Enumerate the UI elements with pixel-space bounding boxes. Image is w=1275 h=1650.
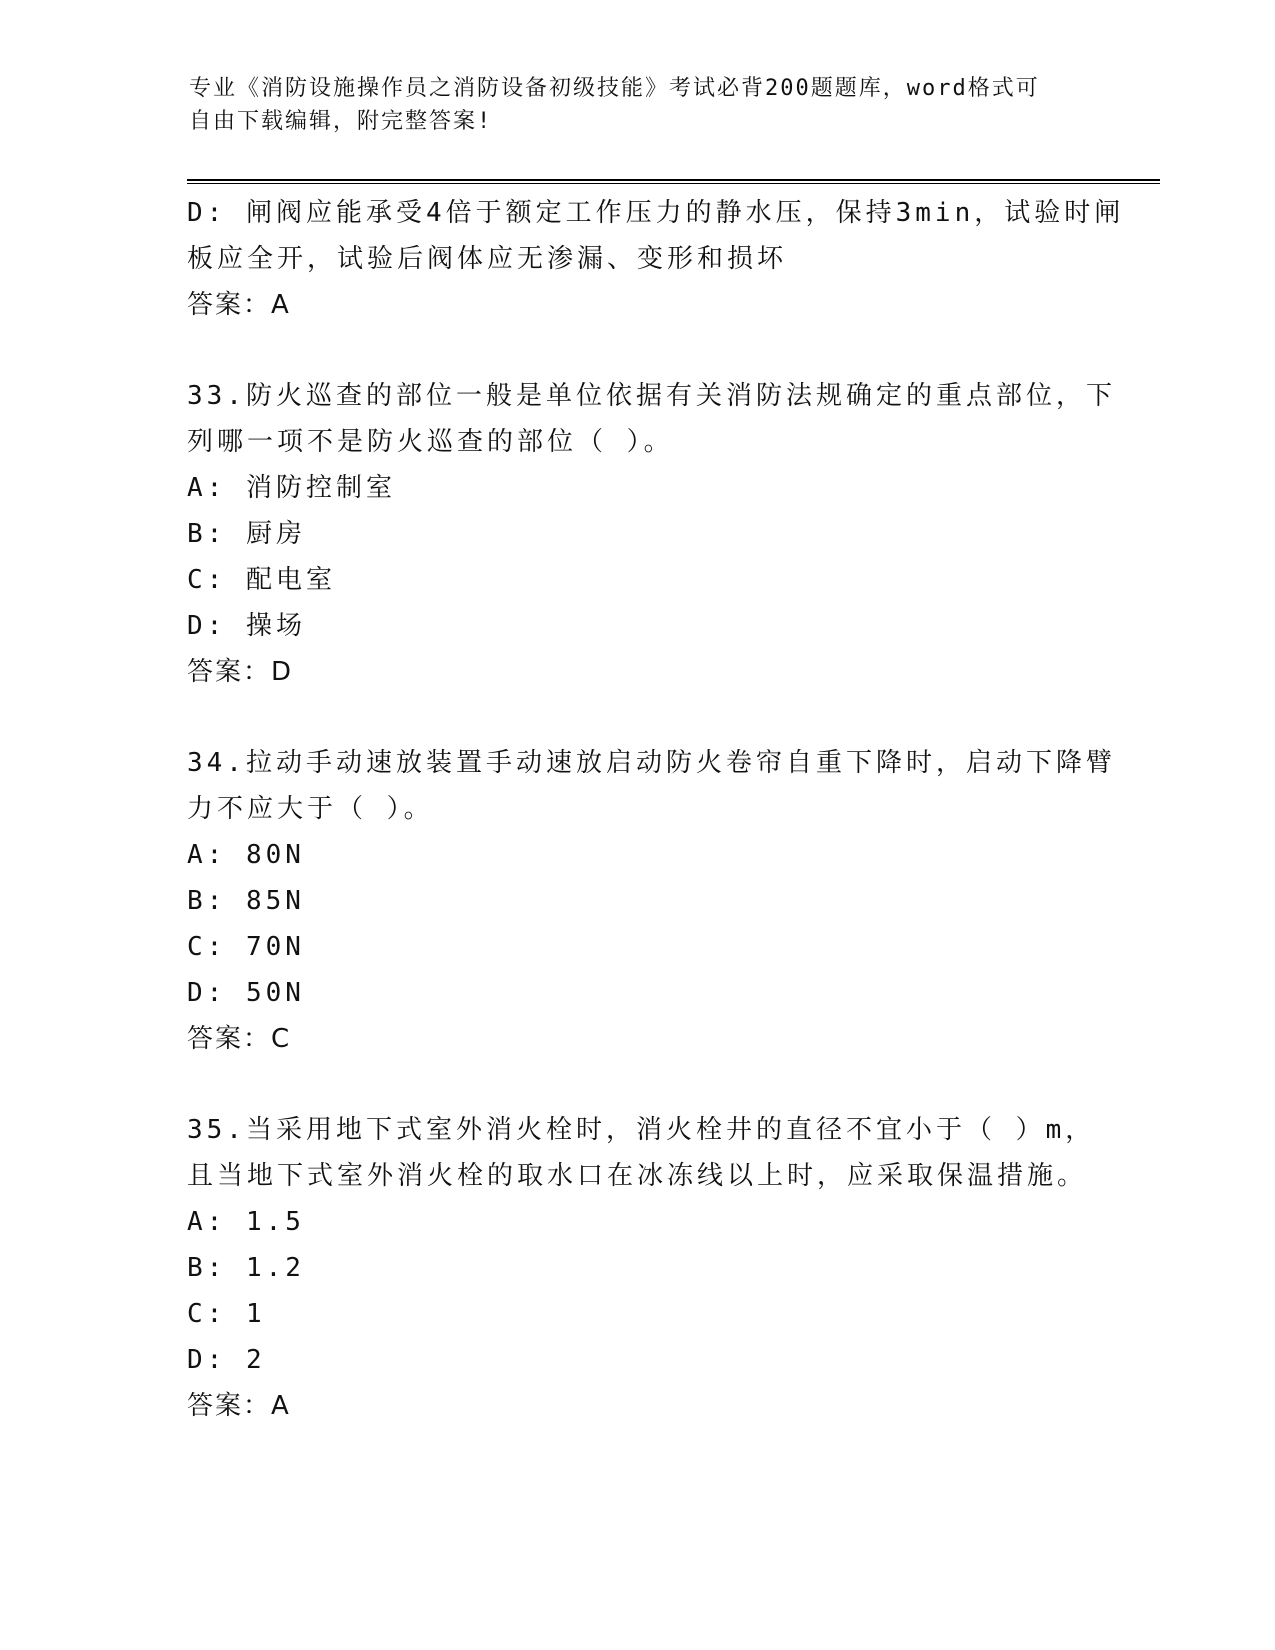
spacer (187, 328, 1087, 373)
answer: 答案：A (187, 290, 291, 320)
option-b: B: 厨房 (187, 519, 306, 549)
question-stem-line-2: 且当地下式室外消火栓的取水口在冰冻线以上时，应采取保温措施。 (187, 1161, 1088, 1191)
option-c: C: 1 (187, 1299, 266, 1329)
question-stem-line-1: 35.当采用地下式室外消火栓时，消火栓井的直径不宜小于（ ）m， (187, 1115, 1096, 1145)
option-b: B: 1.2 (187, 1253, 305, 1283)
header-line-2: 自由下载编辑，附完整答案! (189, 109, 493, 134)
option-d-line-2: 板应全开，试验后阀体应无渗漏、变形和损坏 (187, 244, 788, 274)
question-33 (187, 373, 1116, 695)
option-b: B: 85N (187, 886, 305, 916)
answer: 答案：A (187, 1391, 291, 1421)
answer: 答案：C (187, 1024, 292, 1054)
question-32-tail (187, 190, 1125, 328)
question-34 (187, 740, 1116, 1062)
option-d-line-1: D: 闸阀应能承受4倍于额定工作压力的静水压，保持3min，试验时闸 (187, 198, 1125, 228)
question-stem-line-1: 34.拉动手动速放装置手动速放启动防火卷帘自重下降时，启动下降臂 (187, 748, 1116, 778)
document-body (187, 190, 1125, 1429)
option-c: C: 配电室 (187, 565, 336, 595)
option-d: D: 操场 (187, 611, 306, 641)
option-a: A: 消防控制室 (187, 473, 396, 503)
spacer (187, 1062, 1087, 1107)
option-d: D: 2 (187, 1345, 266, 1375)
header-line-1: 专业《消防设施操作员之消防设备初级技能》考试必背200题题库，word格式可 (189, 76, 1040, 101)
answer: 答案：D (187, 657, 294, 687)
spacer (187, 695, 1087, 740)
question-stem-line-1: 33.防火巡查的部位一般是单位依据有关消防法规确定的重点部位，下 (187, 381, 1116, 411)
question-stem-line-2: 列哪一项不是防火巡查的部位（ ）。 (187, 427, 674, 457)
option-c: C: 70N (187, 932, 305, 962)
option-a: A: 80N (187, 840, 305, 870)
question-35 (187, 1107, 1096, 1429)
question-stem-line-2: 力不应大于（ ）。 (187, 794, 434, 824)
header-divider-thick (187, 179, 1160, 181)
option-d: D: 50N (187, 978, 305, 1008)
header-divider-thin (187, 183, 1160, 184)
document-header (189, 72, 1089, 138)
option-a: A: 1.5 (187, 1207, 305, 1237)
